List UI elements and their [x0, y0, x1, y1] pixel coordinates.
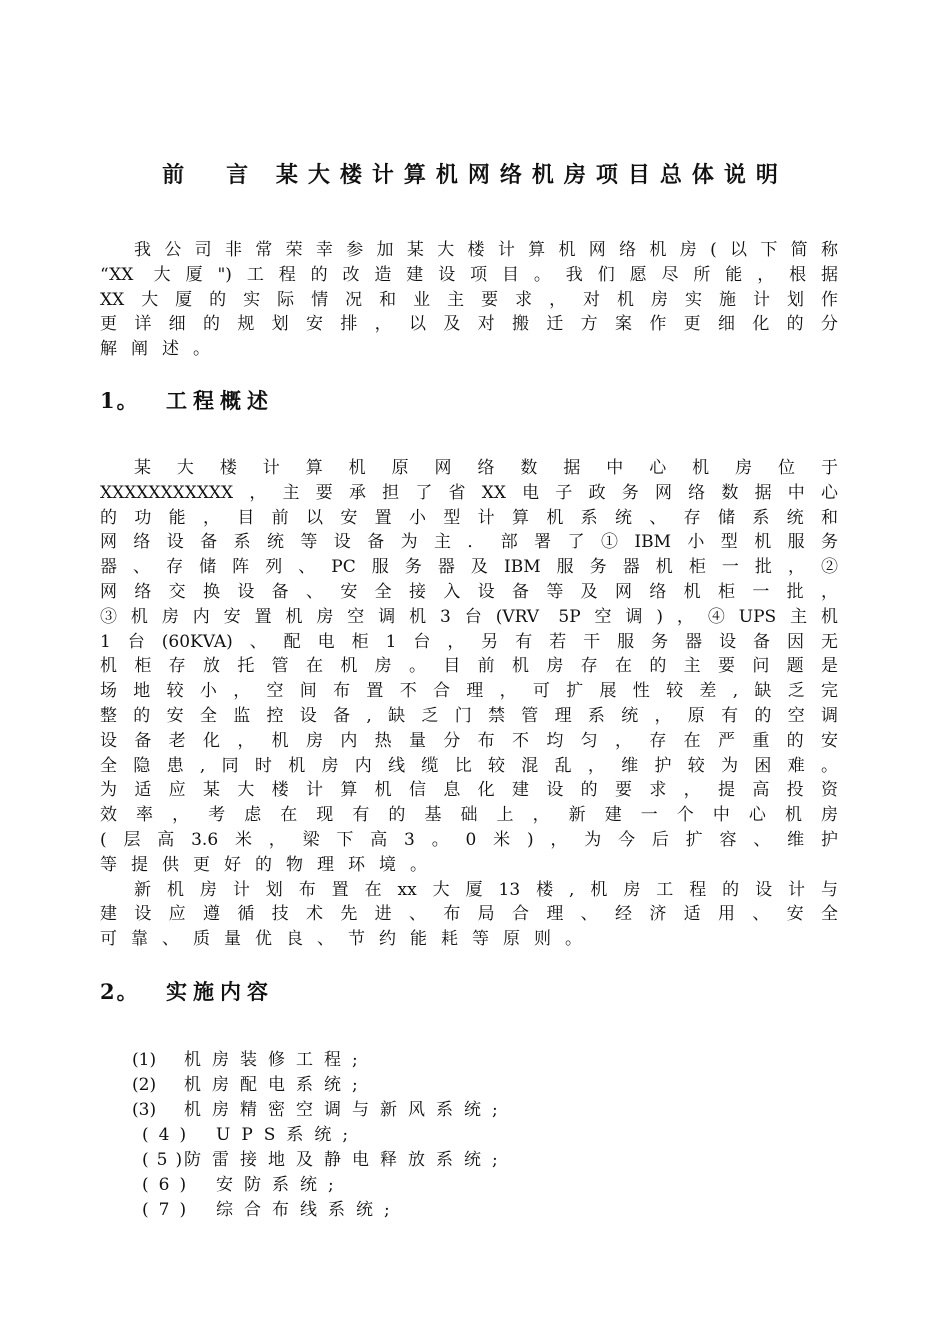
intro-line: 更详细的规划安排，以及对搬迁方案作更细化的分 — [100, 314, 838, 335]
list-item — [142, 1148, 509, 1173]
intro-line: XX大厦的实际情况和业主要求，对机房实施计划作 — [100, 289, 838, 310]
list-item — [132, 1048, 509, 1073]
implementation-list — [132, 1048, 509, 1223]
body-line: 效率，考虑在现有的基础上，新建一个中心机房 — [100, 805, 838, 826]
list-item-index: (6) — [142, 1175, 197, 1195]
body-line: 为适应某大楼计算机信息化建设的要求，提高投资 — [100, 780, 838, 801]
body-line: ③机房内安置机房空调机3台(VRV 5P空调)，④UPS主机 — [100, 606, 838, 627]
body-line: 场地较小，空间布置不合理，可扩展性较差,缺乏完 — [100, 681, 838, 702]
list-item-text: 机房装修工程; — [184, 1050, 369, 1070]
list-item-index: (4) — [142, 1125, 197, 1145]
intro-line: “XX 大厦")工程的改造建设项目。我们愿尽所能，根据 — [100, 264, 838, 285]
list-item-index: (7) — [142, 1200, 197, 1220]
list-item-index: (2) — [132, 1075, 157, 1095]
list-item-text: 机房配电系统; — [184, 1075, 369, 1095]
document-title: 前 言 某大楼计算机网络机房项目总体说明 — [162, 162, 788, 188]
body-line: 全隐患,同时机房内线缆比较混乱，维护较为困难。 — [100, 755, 838, 776]
body-line: 1台(60KVA)、配电柜1台，另有若干服务器设备因无 — [100, 631, 838, 652]
body-line: 机柜存放托管在机房。目前机房存在的主要问题是 — [100, 656, 838, 677]
intro-line: 解阐述。 — [100, 339, 224, 360]
body-line: 网络设备系统等设备为主．部署了①IBM小型机服务 — [100, 532, 838, 553]
body-line: 的功能，目前以安置小型计算机系统、存储系统和 — [100, 507, 838, 528]
list-item-text: 机房精密空调与新风系统; — [184, 1100, 509, 1120]
body-line: 某大楼计算机原网络数据中心机房位于 — [134, 458, 838, 478]
list-item — [142, 1198, 509, 1223]
list-item-index: (3) — [132, 1100, 157, 1120]
section-number: 2。 — [100, 979, 140, 1004]
list-item-text: 综合布线系统; — [216, 1200, 401, 1220]
list-item-text: 防雷接地及静电释放系统; — [184, 1150, 509, 1170]
list-item — [132, 1098, 509, 1123]
list-item-index: (5) — [142, 1150, 191, 1170]
list-item-text: UPS系统; — [216, 1125, 360, 1145]
section1-paragraph — [100, 456, 838, 952]
intro-line: 我公司非常荣幸参加某大楼计算机网络机房(以下简称 — [134, 240, 838, 260]
section-heading-2 — [100, 976, 274, 1006]
body-line: 新机房计划布置在xx大厦13楼,机房工程的设计与 — [134, 879, 838, 900]
body-line: XXXXXXXXXXX，主要承担了省XX电子政务网络数据中心 — [100, 482, 838, 503]
body-line: 设备老化，机房内热量分布不均匀，存在严重的安 — [100, 730, 838, 751]
list-item — [132, 1073, 509, 1098]
body-line: 等提供更好的物理环境。 — [100, 854, 441, 875]
body-line: 器、存储阵列、PC服务器及IBM服务器机柜一批，② — [100, 557, 838, 578]
section-title: 实施内容 — [166, 979, 274, 1004]
body-line: 整的安全监控设备,缺乏门禁管理系统，原有的空调 — [100, 705, 838, 726]
list-item — [142, 1173, 509, 1198]
body-line: 可靠、质量优良、节约能耗等原则。 — [100, 929, 596, 950]
body-line: 建设应遵循技术先进、布局合理、经济适用、安全 — [100, 904, 838, 925]
list-item-index: (1) — [132, 1050, 157, 1070]
section-title: 工程概述 — [166, 388, 274, 413]
intro-paragraph — [100, 238, 838, 362]
body-line: 网络交换设备、安全接入设备等及网络机柜一批， — [100, 581, 838, 602]
section-number: 1。 — [100, 388, 140, 413]
list-item-text: 安防系统; — [216, 1175, 345, 1195]
body-line: (层高3.6米，梁下高3。0米)，为今后扩容、维护 — [100, 829, 838, 850]
list-item — [142, 1123, 509, 1148]
section-heading-1 — [100, 385, 274, 415]
